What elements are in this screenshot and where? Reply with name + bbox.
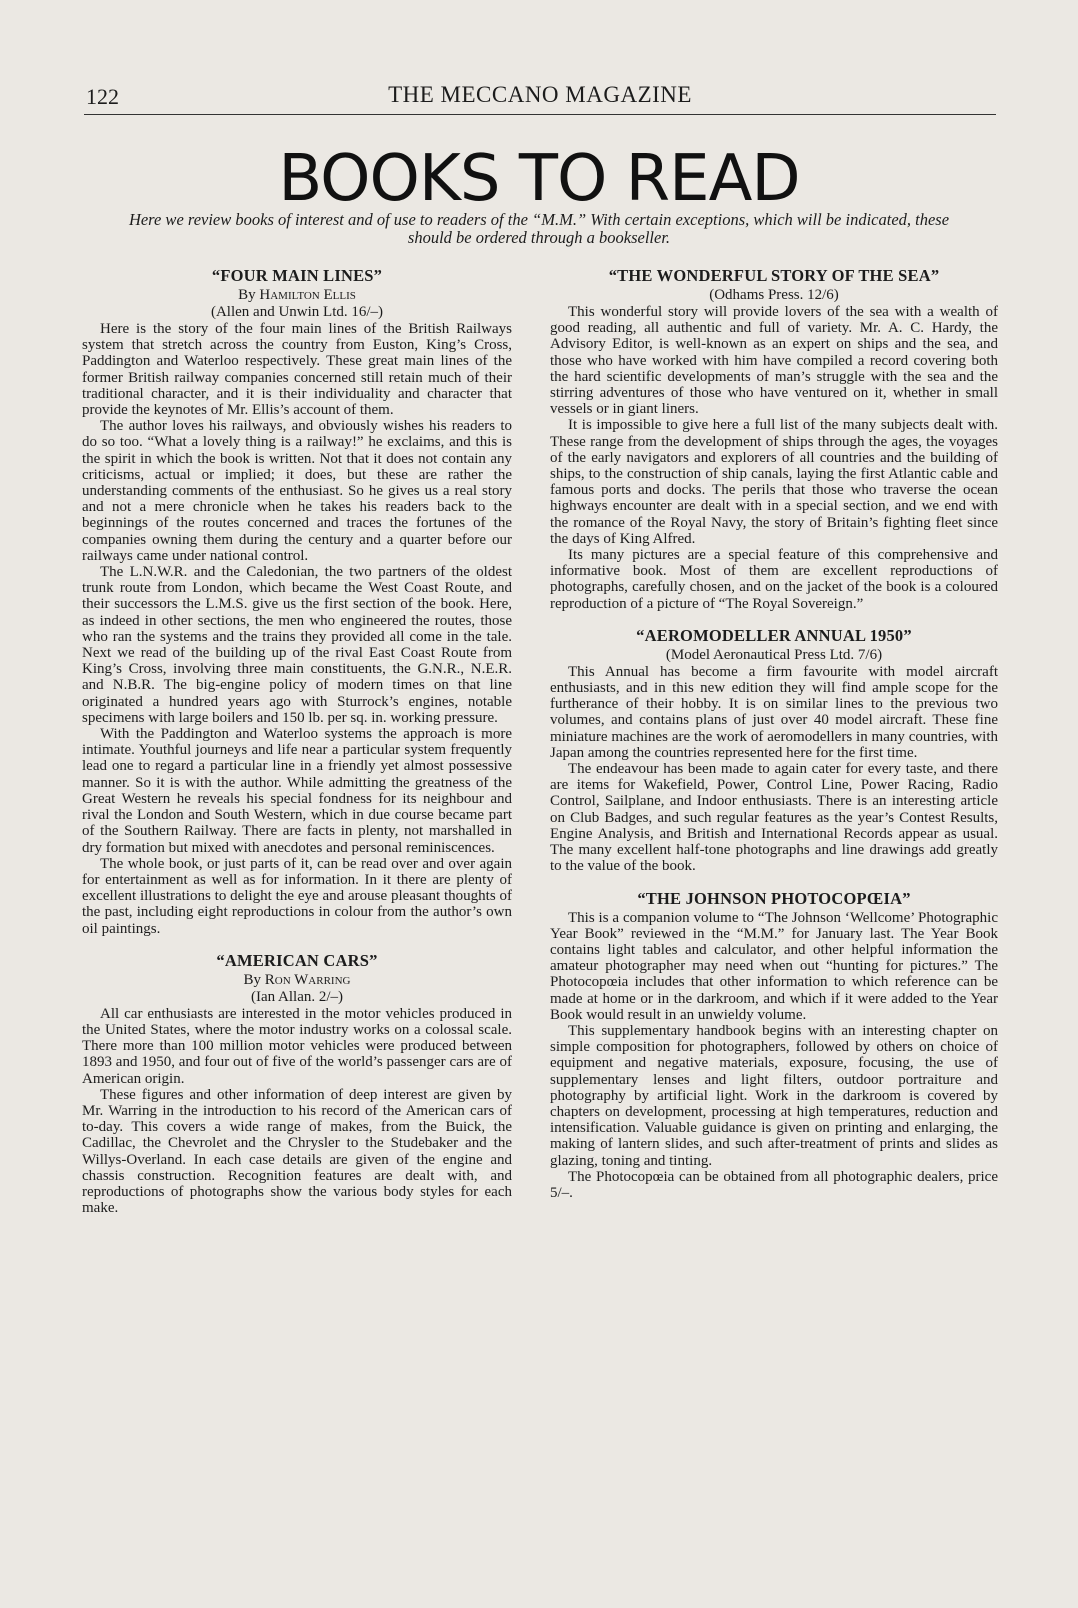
review-byline	[82, 972, 512, 989]
review-four-main-lines	[82, 266, 512, 937]
review-paragraph: This supplementary handbook begins with an interesting chapter on simple composition for photographers, followed by others on choice of equipment and negative materials, exposure, focusing, the use of supplementary lenses and light filters, outdoor portraiture and photography by artificial light. Work in the darkroom is covered by chapters on development, processing at high temperatures, reduction and intensification. Valuable guidance is given on printing and enlarging, the making of lantern slides, and such after-treatment of prints and slides as glazing, toning and tinting.	[550, 1022, 998, 1169]
review-paragraph: The author loves his railways, and obviously wishes his readers to do so too. “What a lovely thing is a railway!” he exclaims, and this is the spirit in which the book is written. Not that it does not contain any criticisms, actual or implied; it does, but these are rather the understanding comments of the enthusiast. So he gives us a real story and not a mere chronicle when he takes his readers back to the beginnings of the routes concerned and traces the fortunes of the companies owning them during the century and a quarter before our railways came under national control.	[82, 418, 512, 564]
review-paragraph: The L.N.W.R. and the Caledonian, the two partners of the oldest trunk route from London, which became the West Coast Route, and their successors the L.M.S. give us the first section of the book. Here, as indeed in other sections, the men who engineered the routes, those who ran the systems and the trains they provided all come in the tale. Next we read of the building up of the rival East Coast Route from King’s Cross, involving three main constituents, the G.N.R., N.E.R. and N.B.R. The big-engine policy of modern times on that line originated a hundred years ago with Sturrock’s engines, notable specimens with large boilers and 150 lb. per sq. in. working pressure.	[82, 564, 512, 726]
running-head	[84, 80, 996, 115]
review-title: “THE WONDERFUL STORY OF THE SEA”	[608, 266, 940, 285]
byline-by: By	[238, 287, 256, 303]
intro-text: Here we review books of interest and of use to readers of the “M.M.” With certain exceptions, which will be indicated, these should be ordered through a bookseller.	[128, 210, 950, 247]
magazine-title: THE MECCANO MAGAZINE	[388, 82, 692, 107]
review-paragraph: Here is the story of the four main lines of the British Railways system that stretch across the country from Euston, King’s Cross, Paddington and Waterloo respectively. These great main lines of the former British railway companies concerned still retain much of their traditional character, and it is their individuality and character that provide the keynotes of Mr. Ellis’s account of them.	[82, 321, 512, 419]
review-publisher: (Model Aeronautical Press Ltd. 7/6)	[665, 646, 883, 663]
review-story-of-the-sea	[550, 266, 998, 612]
right-column	[550, 266, 998, 1215]
review-paragraph: The Photocopœia can be obtained from all photographic dealers, price 5/–.	[550, 1168, 998, 1201]
review-author: Ron Warring	[264, 971, 351, 988]
left-column	[82, 266, 512, 1230]
review-publisher: (Odhams Press. 12/6)	[709, 287, 839, 303]
page-headline: BOOKS TO READ	[278, 142, 800, 216]
review-paragraph: Its many pictures are a special feature of this comprehensive and informative book. Most of them are excellent reproductions of photographs, carefully chosen, and on the jacket of the book is a coloured reproduction of a picture of “The Royal Sovereign.”	[550, 547, 998, 612]
page-number: 122	[86, 84, 119, 109]
review-paragraph: This is a companion volume to “The Johnson ‘Wellcome’ Photographic Year Book” reviewed in the “M.M.” for January last. The Year Book contains light tables and calculator, and other helpful information the amateur photographer may need when out “hunting for pictures.” The Photocopœia includes that other information to which reference can be made at home or in the darkroom, and which if it were added to the Year Book would result in an unwieldy volume.	[550, 909, 998, 1023]
review-paragraph: This wonderful story will provide lovers of the sea with a wealth of good reading, all authentic and full of variety. Mr. A. C. Hardy, the Advisory Editor, is well-known as an expert on ships and the sea, and those who have worked with him have compiled a record covering both the hard scientific developments of man’s struggle with the sea and the stirring adventures of those who have ventured on it, whether in small vessels or in giant liners.	[550, 304, 998, 418]
review-publisher: (Allen and Unwin Ltd. 16/–)	[210, 304, 384, 320]
review-paragraph: All car enthusiasts are interested in the motor vehicles produced in the United States, where the motor industry works on a colossal scale. There more than 100 million motor vehicles were produced between 1893 and 1950, and four out of five of the world’s passenger cars are of American origin.	[82, 1005, 512, 1087]
review-johnson-photocopoeia	[550, 889, 998, 1202]
review-title: “FOUR MAIN LINES”	[211, 266, 383, 285]
review-title: “AMERICAN CARS”	[216, 950, 378, 970]
review-paragraph: These figures and other information of deep interest are given by Mr. Warring in the introduction to his record of the American cars of to-day. This covers a wide range of makes, from the Buick, the Cadillac, the Chevrolet and the Chrysler to the Studebaker and the Willys-Overland. In each case details are given of the engine and chassis construction. Recognition features are dealt with, and reproductions of photographs show the various body styles for each make.	[82, 1086, 512, 1217]
review-paragraph: It is impossible to give here a full list of the many subjects dealt with. These range from the development of ships through the ages, the voyages of the early navigators and explorers of all countries and the building of ships, to the construction of ship canals, laying the first Atlantic cable and famous ports and docks. The perils that those who traverse the ocean highways encounter are dealt with in a special section, and we end with the romance of the Royal Navy, the story of Britain’s fighting fleet since the days of King Alfred.	[550, 417, 998, 547]
review-paragraph: The whole book, or just parts of it, can be read over and over again for entertainment as well as for information. In it there are plenty of excellent illustrations to delight the eye and arouse pleasant thoughts of the past, including eight reproductions in colour from the author’s own oil paintings.	[82, 855, 512, 937]
review-author: Hamilton Ellis	[259, 287, 356, 303]
review-american-cars	[82, 951, 512, 1217]
review-byline	[82, 287, 512, 304]
review-title: “THE JOHNSON PHOTOCOPŒIA”	[637, 888, 911, 908]
review-aeromodeller-annual	[550, 626, 998, 875]
byline-by: By	[243, 971, 262, 988]
review-title: “AEROMODELLER ANNUAL 1950”	[636, 625, 912, 645]
review-paragraph: The endeavour has been made to again cater for every taste, and there are items for Wakefield, Power, Control Line, Power Racing, Radio Control, Sailplane, and Indoor enthusiasts. There is an interesting article on Club Badges, and such regular features as the year’s Contest Results, Engine Analysis, and British and International Records appear as usual. The many excellent half-tone photographs and line drawings add greatly to the value of the book.	[550, 761, 998, 875]
review-paragraph: This Annual has become a firm favourite with model aircraft enthusiasts, and in this new edition they will find ample scope for the furtherance of their hobby. It is on similar lines to the previous two volumes, and contains plans of just over 40 model aircraft. These fine miniature machines are the work of aeromodellers in many countries, with Japan among the countries represented here for the first time.	[550, 663, 998, 761]
review-paragraph: With the Paddington and Waterloo systems the approach is more intimate. Youthful journeys and life near a particular system frequently lead one to regard a particular line in a friendly yet almost possessive manner. So it is with the author. While admitting the greatness of the Great Western he reveals his special fondness for its neighbour and rival the London and South Western, which in due course became part of the Southern Railway. There are facts in plenty, not marshalled in dry formation but mixed with anecdotes and personal reminiscences.	[82, 726, 512, 856]
review-publisher: (Ian Allan. 2/–)	[250, 988, 344, 1005]
